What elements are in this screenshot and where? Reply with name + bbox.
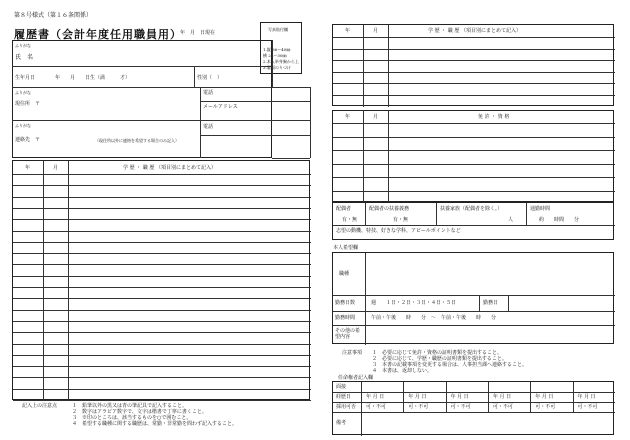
- note-item: １ 鉛筆以外の黒又は青の筆記具で記入すること。: [72, 403, 188, 409]
- office-col-line: [446, 382, 447, 412]
- office-cell: 年 月 日: [577, 394, 596, 400]
- notes-left-label: 記入上の注意点: [22, 403, 58, 409]
- office-row-label: 備考: [336, 420, 347, 426]
- phone-label: 電話: [203, 90, 214, 96]
- wish-section-title: 本人希望欄: [333, 245, 359, 251]
- col-content: 免 許 ・ 資 格: [478, 114, 510, 120]
- office-col-line: [573, 382, 574, 412]
- wish-box: [332, 252, 614, 344]
- history-table-right: [332, 24, 614, 106]
- office-cell: 年 月 日: [450, 394, 469, 400]
- other-label: その他の希望内容: [335, 328, 361, 340]
- note-item: ２ 必要に応じて、学歴・職歴の証明書類を提出すること。: [372, 356, 507, 362]
- contact-label: 連絡先 〒: [15, 137, 41, 143]
- phone-label: 電話: [203, 124, 214, 130]
- table-row-line: [13, 310, 311, 311]
- note-item: １ 必要に応じて免許・資格の証明書類を提出すること。: [372, 350, 503, 356]
- table-row-line: [13, 400, 311, 401]
- name-label: 氏 名: [15, 54, 34, 61]
- photo-box-title: 写真貼付欄: [268, 27, 288, 32]
- col-content: 学 歴 ・ 職 歴 （項目別にまとめて記入）: [123, 165, 216, 171]
- table-row-line: [13, 298, 311, 299]
- job-label: 職種: [339, 271, 350, 277]
- table-row-line: [13, 253, 311, 254]
- motivation-label: 志望の動機、特技、好きな学科、アピールポイントなど: [336, 228, 461, 234]
- col-content: 学 歴 ・ 職 歴 （項目別にまとめて記入）: [428, 28, 521, 34]
- office-cell: 年 月 日: [366, 394, 385, 400]
- dependents-label: 配偶者の扶養義務: [369, 206, 410, 212]
- table-row-line: [13, 332, 311, 333]
- col-year: 年: [345, 114, 351, 120]
- office-box: [332, 381, 614, 435]
- table-row-line: [13, 219, 311, 220]
- col-month: 月: [53, 165, 59, 171]
- office-cell: 可・不可: [408, 404, 429, 410]
- table-row-line: [333, 83, 615, 84]
- office-cell: 年 月 日: [408, 394, 427, 400]
- office-row-label: 面接: [336, 384, 347, 390]
- gender-label: 性別（ ）: [197, 75, 223, 81]
- table-row-line: [333, 191, 615, 192]
- furigana-label: ふりがな: [15, 123, 31, 128]
- table-row-line: [13, 197, 311, 198]
- table-row-line: [13, 231, 311, 232]
- notes-right-label: 注意事項: [342, 350, 363, 356]
- furigana-label: ふりがな: [15, 90, 31, 95]
- family-box: [332, 202, 614, 240]
- col-year: 年: [25, 165, 31, 171]
- office-cell: 年 月 日: [492, 394, 512, 400]
- table-row-line: [13, 344, 311, 345]
- note-item: ３ ※印のところは、該当するものを○で囲むこと。: [72, 415, 192, 421]
- family-count-value: 人: [508, 217, 514, 223]
- contact-note: （現住所以外に連絡を希望する場合のみ記入）: [95, 138, 179, 143]
- days-value: 週 １日・２日・３日・４日・５日: [371, 300, 457, 306]
- office-row-label: 採用可否: [336, 404, 357, 410]
- table-row-line: [333, 60, 615, 61]
- family-count-label: 扶養家族（配偶者を除く。）: [440, 206, 503, 212]
- office-col-line: [530, 382, 531, 412]
- table-row-line: [13, 242, 311, 243]
- commute-value: 約 時間 分: [539, 217, 580, 223]
- note-item: ２ 数字はアラビア数字で、文字は楷書で丁寧に書くこと。: [72, 409, 207, 415]
- days-label-2: 勤務日: [483, 300, 499, 306]
- dependents-value: 有・無: [393, 217, 409, 223]
- photo-note: 2.本人単身胸から上: [263, 59, 299, 64]
- table-row-line: [13, 264, 311, 265]
- email-label: メールアドレス: [203, 104, 238, 110]
- table-row-line: [333, 72, 615, 73]
- table-row-line: [333, 164, 615, 165]
- photo-note: 横 24～30㎜: [263, 53, 287, 58]
- date-line: 年 月 日現在: [180, 30, 216, 36]
- col-month: 月: [373, 28, 379, 34]
- table-row-line: [13, 276, 311, 277]
- office-cell: 可・不可: [577, 404, 598, 410]
- office-row-label: 経歴日: [336, 394, 352, 400]
- photo-note: 3.裏面のりづけ: [263, 65, 291, 70]
- table-row-line: [13, 287, 311, 288]
- license-table: [332, 110, 614, 202]
- history-table-left: [12, 160, 310, 400]
- spouse-value: 有・無: [342, 217, 358, 223]
- table-row-line: [13, 321, 311, 322]
- commute-label: 通勤時間: [530, 206, 551, 212]
- address-label: 現住所 〒: [15, 101, 41, 107]
- table-row-line: [333, 150, 615, 151]
- office-cell: 年 月 日: [535, 394, 554, 400]
- office-col-line: [403, 382, 404, 412]
- table-row-line: [333, 49, 615, 50]
- table-row-line: [13, 185, 311, 186]
- note-item: ４ 本書は、返却しない。: [372, 368, 433, 374]
- office-cell: 可・不可: [366, 404, 387, 410]
- office-section-title: 任命権者記入欄: [338, 375, 374, 381]
- office-cell: 可・不可: [535, 404, 556, 410]
- table-row-line: [13, 355, 311, 356]
- office-cell: 可・不可: [450, 404, 471, 410]
- note-item: ４ 希望する職種に関する職歴は、常勤・非常勤を問わず記入すること。: [72, 421, 238, 427]
- hours-label: 勤務時間: [335, 315, 356, 321]
- col-year: 年: [345, 28, 351, 34]
- col-month: 月: [373, 114, 379, 120]
- table-row-line: [13, 377, 311, 378]
- spouse-label: 配偶者: [336, 206, 352, 212]
- table-row-line: [13, 366, 311, 367]
- days-label: 勤務日数: [335, 300, 356, 306]
- table-row-line: [333, 137, 615, 138]
- note-item: ３ 本書の記載事項を変更する場合は、人事担当課へ連絡すること。: [372, 362, 528, 368]
- office-col-line: [488, 382, 489, 412]
- photo-note: 1.縦 36～40㎜: [263, 47, 291, 52]
- table-row-line: [13, 389, 311, 390]
- office-cell: 可・不可: [492, 404, 513, 410]
- hours-value: 午前・午後 時 分 ～ 午前・午後 時 分: [371, 315, 497, 321]
- birth-date-label: 生年月日 年 月 日生（満 才）: [15, 75, 131, 81]
- table-row-line: [13, 208, 311, 209]
- form-number: 第８号様式（第１６条関係）: [14, 12, 93, 19]
- table-row-line: [333, 95, 615, 96]
- page-title: 履歴書（会計年度任用職員用）: [14, 28, 182, 41]
- table-row-line: [333, 177, 615, 178]
- furigana-label: ふりがな: [15, 43, 31, 48]
